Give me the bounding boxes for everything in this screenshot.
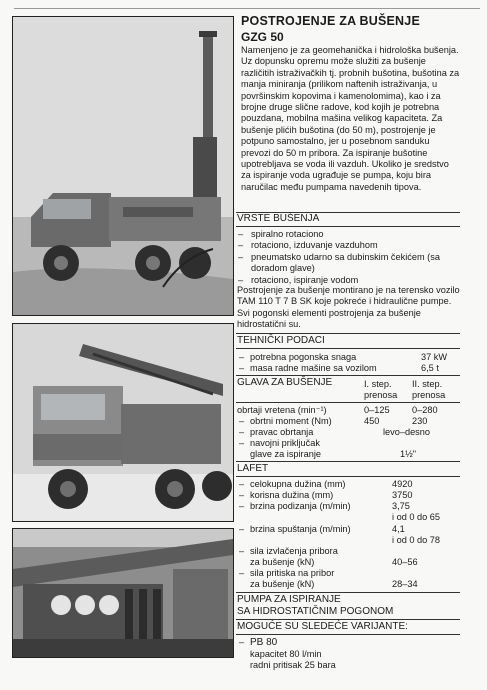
power-label: potrebna pogonska snaga [250,352,357,362]
model-name: GZG 50 [241,30,284,44]
divider [236,461,460,462]
mass-label: masa radne mašine sa vozilom [250,363,377,373]
connection-label-2: glave za ispiranje [250,449,321,459]
torque-1: 450 [364,416,380,426]
mass-value: 6,5 t [421,363,439,373]
pump-heading-2: SA HIDROSTATIČNIM POGONOM [237,606,394,617]
push-force-label-2: za bušenje (kN) [250,579,315,589]
pump-pressure: radni pritisak 25 bara [250,660,336,670]
pull-force-value: 40–56 [392,557,418,567]
divider [236,402,460,403]
useful-length-label: korisna dužina (mm) [250,490,334,500]
lower-speed-value: 4,1 [392,524,405,534]
pull-force-label-1: sila izvlačenja pribora [250,546,338,556]
mounting-paragraph: Postrojenje za bušenje montirano je na terensko vozilo TAM 110 T 7 B SK koje pokreće i hidraulične pumpe. Svi pogonski elementi postrojenja za bušenje hidrostatični su. [237,285,460,330]
pump-heading-1: PUMPA ZA ISPIRANJE [237,594,341,605]
head-col1: I. step. [364,379,392,389]
lift-speed-value: 3,75 [392,501,410,511]
brochure-page: POSTROJENJE ZA BUŠENJE GZG 50 Namenjeno je za geomehanička i hidrološka bušenja. Uz dopunsku opremu može služiti za bušenje različitih istraživačkih tj. probnih bušotina, bušotina za manja miniranja (prilikom naftenih istraživanja, u površinskim kopovima i kamenolomima), kao i za brojne druge slične radove, kod kojih je potrebna pouzdana, mobilna mašina velikog kapaciteta. Za bušenje plićih bušotina (do 50 m), postrojenje je potpuno samostalno, jer u posebnom sanduku prevozi do 50 m pribora. Za ispiranje bušotine upotrebljava se voda ili vazduh. Ukoliko je sredstvo za ispiranje voda ugrađuje se pumpa, koju bira naručilac među pumpama navedenih tipova. VRSTE BUŠENJA – spiralno rotaciono – rotaciono, izduvanje vazduhom – pneumatsko udarno sa dubinskim čekićem (sa doradom glave) – rotaciono, ispiranje vodom Postrojenje za bušenje montirano je na terensko vozilo TAM 110 T 7 B SK koje pokreće i hidraulične pumpe. Svi pogonski elementi postrojenja za bušenje hidrostatični su. TEHNIČKI PODACI – potrebna pogonska snaga 37 kW – masa radne mašine sa vozilom 6,5 t GLAVA ZA BUŠENJE I. step. prenosa II. step. prenosa obrtaji vretena (min⁻¹) 0–125 0–280 – obrtni moment (Nm) 450 230 – pravac obrtanja levo–desno – navojni priključak glave za ispiranje 1½" LAFET – celokupna dužina (mm) 4920 – korisna dužina (mm) 3750 – brzina podizanja (m/min) 3,75 i od 0 do 65 – brzina spuštanja (m/min) 4,1 i od 0 do 78 – sila izvlačenja pribora za bušenje (kN) 40–56 – sila pritiska na pribor za bušenje (kN) 28–34 PUMPA ZA ISPIRANJE SA HIDROSTATIČNIM POGONOM MOGUĆE SU SLEDEĆE VARIJANTE: – PB 80 kapacitet 80 l/min radni pritisak 25 bara [0,0,487,690]
drilling-types-heading: VRSTE BUŠENJA [237,213,320,224]
torque-label: obrtni moment (Nm) [250,416,332,426]
divider [236,333,460,334]
divider [236,226,460,227]
useful-length-value: 3750 [392,490,413,500]
rpm-1: 0–125 [364,405,390,415]
lift-speed-label: brzina podizanja (m/min) [250,501,351,511]
drilling-types-list [238,229,460,286]
connection-label-1: navojni priključak [250,438,320,448]
lower-speed-label: brzina spuštanja (m/min) [250,524,351,534]
lift-speed-range: i od 0 do 65 [392,512,441,522]
intro-paragraph: Namenjeno je za geomehanička i hidrološka bušenja. Uz dopunsku opremu može služiti za bušenje različitih istraživačkih tj. probnih bušotina, bušotina za manja miniranja (prilikom naftenih istraživanja, u površinskim kopovima i kamenolomima), kao i za brojne druge slične radove, kod kojih je potrebna pouzdana, mobilna mašina velikog kapaciteta. Za bušenje plićih bušotina (do 50 m), postrojenje je potpuno samostalno, jer u posebnom sanduku prevozi do 50 m pribora. Za ispiranje bušotine upotrebljava se voda ili vazduh. Ukoliko je sredstvo za ispiranje voda ugrađuje se pumpa, koju bira naručilac među pumpama navedenih tipova. [241,45,460,192]
pump-capacity: kapacitet 80 l/min [250,649,322,659]
lower-speed-range: i od 0 do 78 [392,535,441,545]
direction-value: levo–desno [383,427,430,437]
length-value: 4920 [392,479,413,489]
head-col1b: prenosa [364,390,398,400]
divider [236,375,460,376]
divider [236,348,460,349]
head-col2: II. step. [412,379,443,389]
rpm-2: 0–280 [412,405,438,415]
divider [236,619,460,620]
push-force-label-1: sila pritiska na pribor [250,568,335,578]
top-rule [14,8,480,9]
rpm-label: obrtaji vretena (min⁻¹) [237,405,327,415]
tech-heading: TEHNIČKI PODACI [237,335,325,346]
head-col2b: prenosa [412,390,446,400]
divider [236,476,460,477]
lafet-heading: LAFET [237,463,269,474]
push-force-value: 28–34 [392,579,418,589]
connection-value: 1½" [400,449,417,459]
pull-force-label-2: za bušenje (kN) [250,557,315,567]
head-heading: GLAVA ZA BUŠENJE [237,377,333,388]
pump-model: PB 80 [250,637,278,648]
photo-control-panel [12,528,234,658]
divider [236,592,460,593]
direction-label: pravac obrtanja [250,427,314,437]
list-item: – rotaciono, ispiranje vodom [238,275,460,286]
list-item: – rotaciono, izduvanje vazduhom [238,240,460,251]
variants-heading: MOGUĆE SU SLEDEĆE VARIJANTE: [237,621,408,632]
photo-truck-mast-raised [12,16,234,316]
list-item: – pneumatsko udarno sa dubinskim čekićem (sa doradom glave) [238,252,460,275]
list-item: – spiralno rotaciono [238,229,460,240]
page-title: POSTROJENJE ZA BUŠENJE [241,14,420,28]
torque-2: 230 [412,416,428,426]
length-label: celokupna dužina (mm) [250,479,346,489]
divider [236,634,460,635]
power-value: 37 kW [421,352,448,362]
photo-truck-mast-lowered [12,323,234,522]
